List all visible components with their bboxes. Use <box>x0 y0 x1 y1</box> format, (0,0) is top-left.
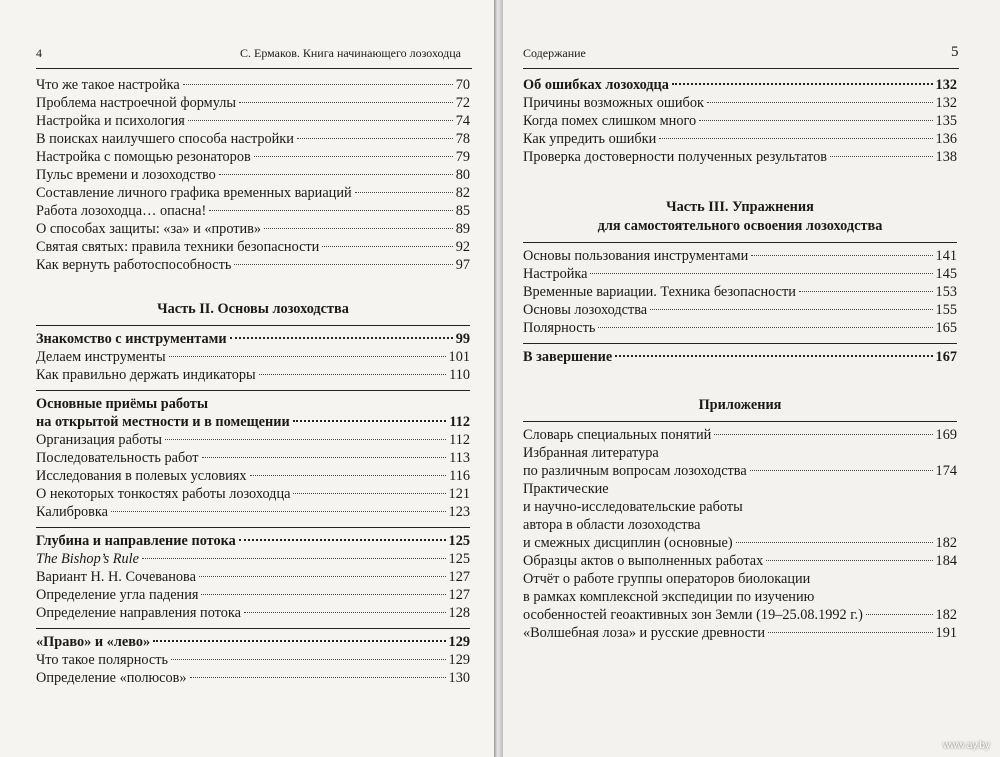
leader-dots <box>799 291 933 292</box>
watermark: www.ay.by <box>942 740 990 751</box>
toc-entry[interactable]: Пульс времени и лозоходство 80 <box>36 167 470 183</box>
toc-entry-line[interactable]: Практические <box>523 481 609 497</box>
toc-section-items <box>36 550 470 622</box>
leader-dots <box>250 475 447 476</box>
toc-entry[interactable]: Последовательность работ 113 <box>36 450 470 466</box>
toc-entry[interactable]: Исследования в полевых условиях 116 <box>36 468 470 484</box>
toc-entry[interactable]: Составление личного графика временных вариаций 82 <box>36 185 470 201</box>
leader-dots <box>199 576 446 577</box>
leader-dots <box>219 174 453 175</box>
toc-entry[interactable]: Причины возможных ошибок 132 <box>523 95 957 111</box>
toc-section-items <box>36 651 470 687</box>
toc-section[interactable]: на открытой местности и в помещении 112 <box>36 414 470 430</box>
toc-right <box>523 76 957 642</box>
leader-dots <box>707 102 933 103</box>
leader-dots <box>142 558 446 559</box>
leader-dots <box>259 374 446 375</box>
leader-dots <box>201 594 445 595</box>
toc-entry[interactable]: Как упредить ошибки 136 <box>523 131 957 147</box>
toc-entry[interactable]: Как правильно держать индикаторы 110 <box>36 367 470 383</box>
right-page <box>503 0 1000 757</box>
toc-entry[interactable]: Что такое полярность 129 <box>36 652 470 668</box>
toc-section-items <box>36 348 470 384</box>
toc-entry[interactable]: Проверка достоверности полученных результатов 138 <box>523 149 957 165</box>
toc-entry[interactable]: Настройка и психология 74 <box>36 113 470 129</box>
leader-dots <box>254 156 453 157</box>
leader-dots <box>590 273 932 274</box>
leader-dots <box>866 614 933 615</box>
toc-entry[interactable]: Определение «полюсов» 130 <box>36 670 470 686</box>
toc-entry[interactable]: Определение направления потока 128 <box>36 605 470 621</box>
toc-entry[interactable]: «Волшебная лоза» и русские древности 191 <box>523 625 957 641</box>
leader-dots <box>239 539 446 541</box>
toc-section[interactable]: Глубина и направление потока 125 <box>36 533 470 549</box>
leader-dots <box>111 511 446 512</box>
toc-entry[interactable]: Святая святых: правила техники безопасности 92 <box>36 239 470 255</box>
section-rule <box>36 628 470 629</box>
leader-dots <box>699 120 932 121</box>
leader-dots <box>202 457 447 458</box>
running-head-left: С. Ермаков. Книга начинающего лозоходца <box>240 46 462 60</box>
part3-heading-line2: для самостоятельного освоения лозоходства <box>597 218 883 234</box>
toc-entry-line[interactable]: Отчёт о работе группы операторов биолокации <box>523 571 811 587</box>
toc-entry[interactable]: Основы лозоходства 155 <box>523 302 957 318</box>
toc-entry[interactable]: и смежных дисциплин (основные) 182 <box>523 535 957 551</box>
leader-dots <box>183 84 453 85</box>
leader-dots <box>736 542 933 543</box>
leader-dots <box>188 120 453 121</box>
leader-dots <box>171 659 446 660</box>
leader-dots <box>615 355 932 357</box>
leader-dots <box>598 327 932 328</box>
toc-entry[interactable]: Когда помех слишком много 135 <box>523 113 957 129</box>
section-rule <box>36 527 470 528</box>
toc-entry[interactable]: Основы пользования инструментами 141 <box>523 248 957 264</box>
toc-entry[interactable]: Калибровка 123 <box>36 504 470 520</box>
leader-dots <box>165 439 446 440</box>
toc-entry[interactable]: Работа лозоходца… опасна! 85 <box>36 203 470 219</box>
leader-dots <box>766 560 932 561</box>
leader-dots <box>322 246 452 247</box>
leader-dots <box>230 337 453 339</box>
toc-entry[interactable]: О способах защиты: «за» и «против» 89 <box>36 221 470 237</box>
leader-dots <box>244 612 446 613</box>
toc-entry[interactable]: Вариант Н. Н. Сочеванова 127 <box>36 569 470 585</box>
toc-entry[interactable]: Делаем инструменты 101 <box>36 349 470 365</box>
toc-entry[interactable]: Что же такое настройка 70 <box>36 77 470 93</box>
toc-section-line[interactable]: Основные приёмы работы <box>36 396 208 412</box>
toc-entry-line[interactable]: Избранная литература <box>523 445 659 461</box>
toc-section[interactable]: Знакомство с инструментами 99 <box>36 331 470 347</box>
leader-dots <box>650 309 932 310</box>
toc-entry-line[interactable]: автора в области лозоходства <box>523 517 701 533</box>
leader-dots <box>714 434 932 435</box>
leader-dots <box>659 138 932 139</box>
toc-entry[interactable]: Определение угла падения 127 <box>36 587 470 603</box>
part2-heading: Часть II. Основы лозоходства <box>157 301 349 317</box>
toc-entry[interactable]: Словарь специальных понятий 169 <box>523 427 957 443</box>
part3-heading-line1: Часть III. Упражнения <box>666 199 814 215</box>
page-number-left: 4 <box>36 46 42 60</box>
toc-section[interactable]: В завершение 167 <box>523 349 957 365</box>
toc-entry[interactable]: Настройка с помощью резонаторов 79 <box>36 149 470 165</box>
leader-dots <box>293 493 445 494</box>
leader-dots <box>750 470 933 471</box>
leader-dots <box>153 640 445 642</box>
left-page <box>0 0 494 757</box>
toc-section-items <box>36 431 470 521</box>
toc-left <box>36 76 470 687</box>
section-rule <box>36 390 470 391</box>
leader-dots <box>264 228 453 229</box>
toc-entry[interactable]: Проблема настроечной формулы 72 <box>36 95 470 111</box>
toc-entry[interactable]: О некоторых тонкостях работы лозоходца 121 <box>36 486 470 502</box>
toc-entry[interactable]: Как вернуть работоспособность 97 <box>36 257 470 273</box>
section-rule <box>523 242 957 243</box>
toc-entry-line[interactable]: и научно-исследовательские работы <box>523 499 743 515</box>
toc-entry[interactable]: В поисках наилучшего способа настройки 78 <box>36 131 470 147</box>
leader-dots <box>209 210 452 211</box>
toc-section[interactable]: Об ошибках лозоходца 132 <box>523 77 957 93</box>
page-number-right: 5 <box>951 44 959 60</box>
toc-entry[interactable]: Организация работы 112 <box>36 432 470 448</box>
toc-entry[interactable]: Настройка 145 <box>523 266 957 282</box>
leader-dots <box>751 255 932 256</box>
toc-entry[interactable]: Полярность 165 <box>523 320 957 336</box>
book-gutter <box>494 0 503 757</box>
toc-entry-line[interactable]: в рамках комплексной экспедиции по изучению <box>523 589 815 605</box>
section-rule <box>523 343 957 344</box>
leader-dots <box>169 356 446 357</box>
running-head-right: Содержание <box>523 46 586 60</box>
header-rule <box>36 68 472 69</box>
section-rule <box>36 325 470 326</box>
leader-dots <box>293 420 447 422</box>
toc-section-items <box>523 247 957 337</box>
toc-entry[interactable]: Временные вариации. Техника безопасности 153 <box>523 284 957 300</box>
leader-dots <box>234 264 452 265</box>
toc-section[interactable]: «Право» и «лево» 129 <box>36 634 470 650</box>
leader-dots <box>830 156 933 157</box>
toc-entry[interactable]: по различным вопросам лозоходства 174 <box>523 463 957 479</box>
appendix-heading: Приложения <box>698 397 782 413</box>
leader-dots <box>190 677 446 678</box>
leader-dots <box>297 138 453 139</box>
toc-section-items <box>523 94 957 166</box>
header-rule <box>523 68 959 69</box>
toc-entry[interactable]: особенностей геоактивных зон Земли (19–25.08.1992 г.) 182 <box>523 607 957 623</box>
section-rule <box>523 421 957 422</box>
leader-dots <box>672 83 933 85</box>
toc-entry[interactable]: The Bishop’s Rule 125 <box>36 551 470 567</box>
leader-dots <box>768 632 933 633</box>
toc-entry[interactable]: Образцы актов о выполненных работах 184 <box>523 553 957 569</box>
leader-dots <box>355 192 453 193</box>
leader-dots <box>239 102 453 103</box>
toc-top-entries <box>36 76 470 274</box>
